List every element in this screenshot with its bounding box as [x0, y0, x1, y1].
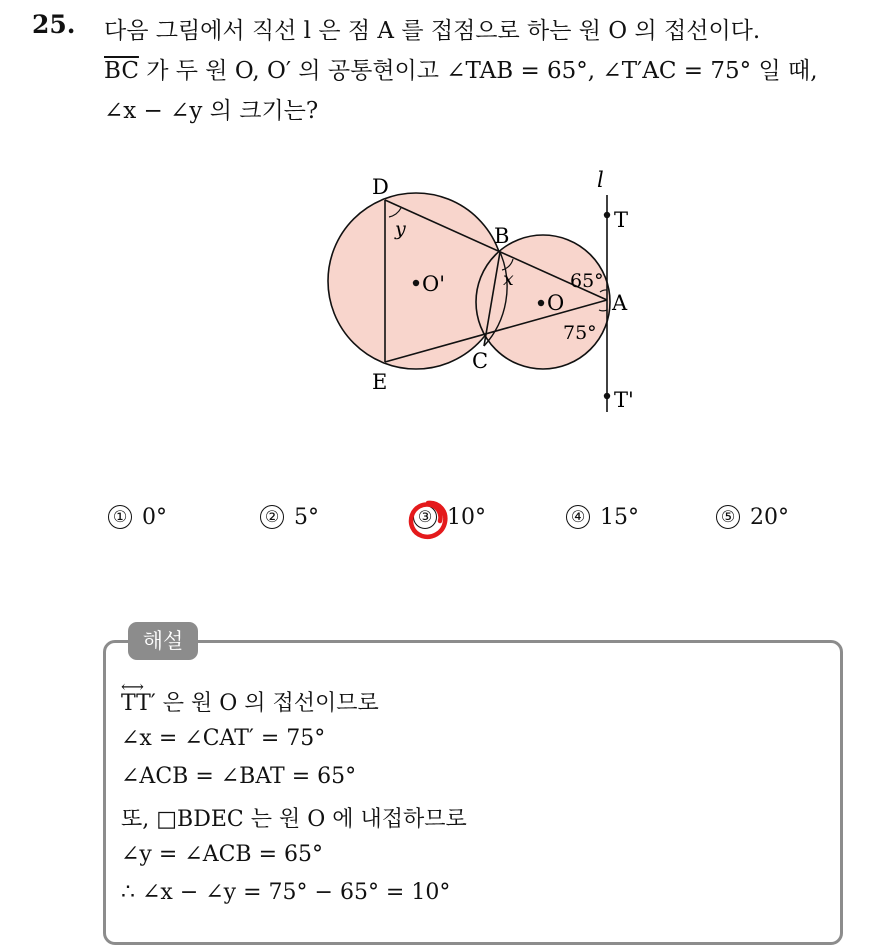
label-a: A [612, 291, 628, 315]
label-angle-65: 65° [570, 270, 604, 292]
question-line-2-rest: 가 두 원 O, O′ 의 공통현이고 ∠TAB = 65°, ∠T′AC = 75° 일 때, [138, 58, 818, 84]
label-y: y [395, 218, 406, 240]
label-b: B [494, 224, 510, 248]
label-o-prime: O' [422, 272, 445, 296]
point-t-prime [604, 393, 610, 399]
solution-line-5: ∠y = ∠ACB = 65° [121, 842, 324, 867]
choice-4[interactable] [566, 505, 639, 530]
choice-2-value: 5° [294, 505, 319, 530]
choice-2-number: ② [260, 505, 284, 529]
solution-line-1 [121, 686, 379, 717]
choice-1[interactable] [108, 505, 167, 530]
choice-2[interactable] [260, 505, 319, 530]
point-t [604, 212, 610, 218]
chord-bc: $\overline{BC}$ [104, 58, 139, 84]
center-o-prime [413, 280, 419, 286]
choice-1-number: ① [108, 505, 132, 529]
label-d: D [372, 175, 389, 199]
choice-5-value: 20° [750, 505, 789, 530]
solution-line-2: ∠x = ∠CAT′ = 75° [121, 726, 326, 751]
label-angle-75: 75° [563, 322, 597, 344]
question-line-3: ∠x − ∠y 의 크기는? [104, 98, 319, 124]
center-o [538, 300, 544, 306]
choice-3-value: 10° [447, 505, 486, 530]
label-c: C [472, 349, 489, 373]
label-t-prime: T' [614, 388, 634, 412]
question-line-1: 다음 그림에서 직선 l 은 점 A 를 접점으로 하는 원 O 의 접선이다. [104, 18, 761, 44]
answer-mark-icon [404, 496, 452, 544]
label-l: l [597, 168, 604, 192]
solution-line-6: ∴ ∠x − ∠y = 75° − 65° = 10° [121, 880, 451, 905]
line-tt-prime: ⟷ TT′ [121, 691, 156, 716]
choice-3-number: ③ [413, 505, 437, 529]
label-t: T [614, 208, 629, 232]
choice-5-number: ⑤ [716, 505, 740, 529]
solution-line-4: 또, □BDEC 는 원 O 에 내접하므로 [121, 807, 467, 832]
choice-4-number: ④ [566, 505, 590, 529]
choice-5[interactable] [716, 505, 789, 530]
solution-line-1-rest: 은 원 O 의 접선이므로 [155, 691, 379, 716]
label-e: E [372, 370, 388, 394]
choice-4-value: 15° [600, 505, 639, 530]
choice-1-value: 0° [142, 505, 167, 530]
label-o: O [547, 291, 565, 315]
label-x: x [503, 268, 514, 290]
solution-tag: 해설 [128, 622, 198, 660]
question-number: 25. [32, 10, 76, 39]
solution-line-3: ∠ACB = ∠BAT = 65° [121, 764, 357, 789]
